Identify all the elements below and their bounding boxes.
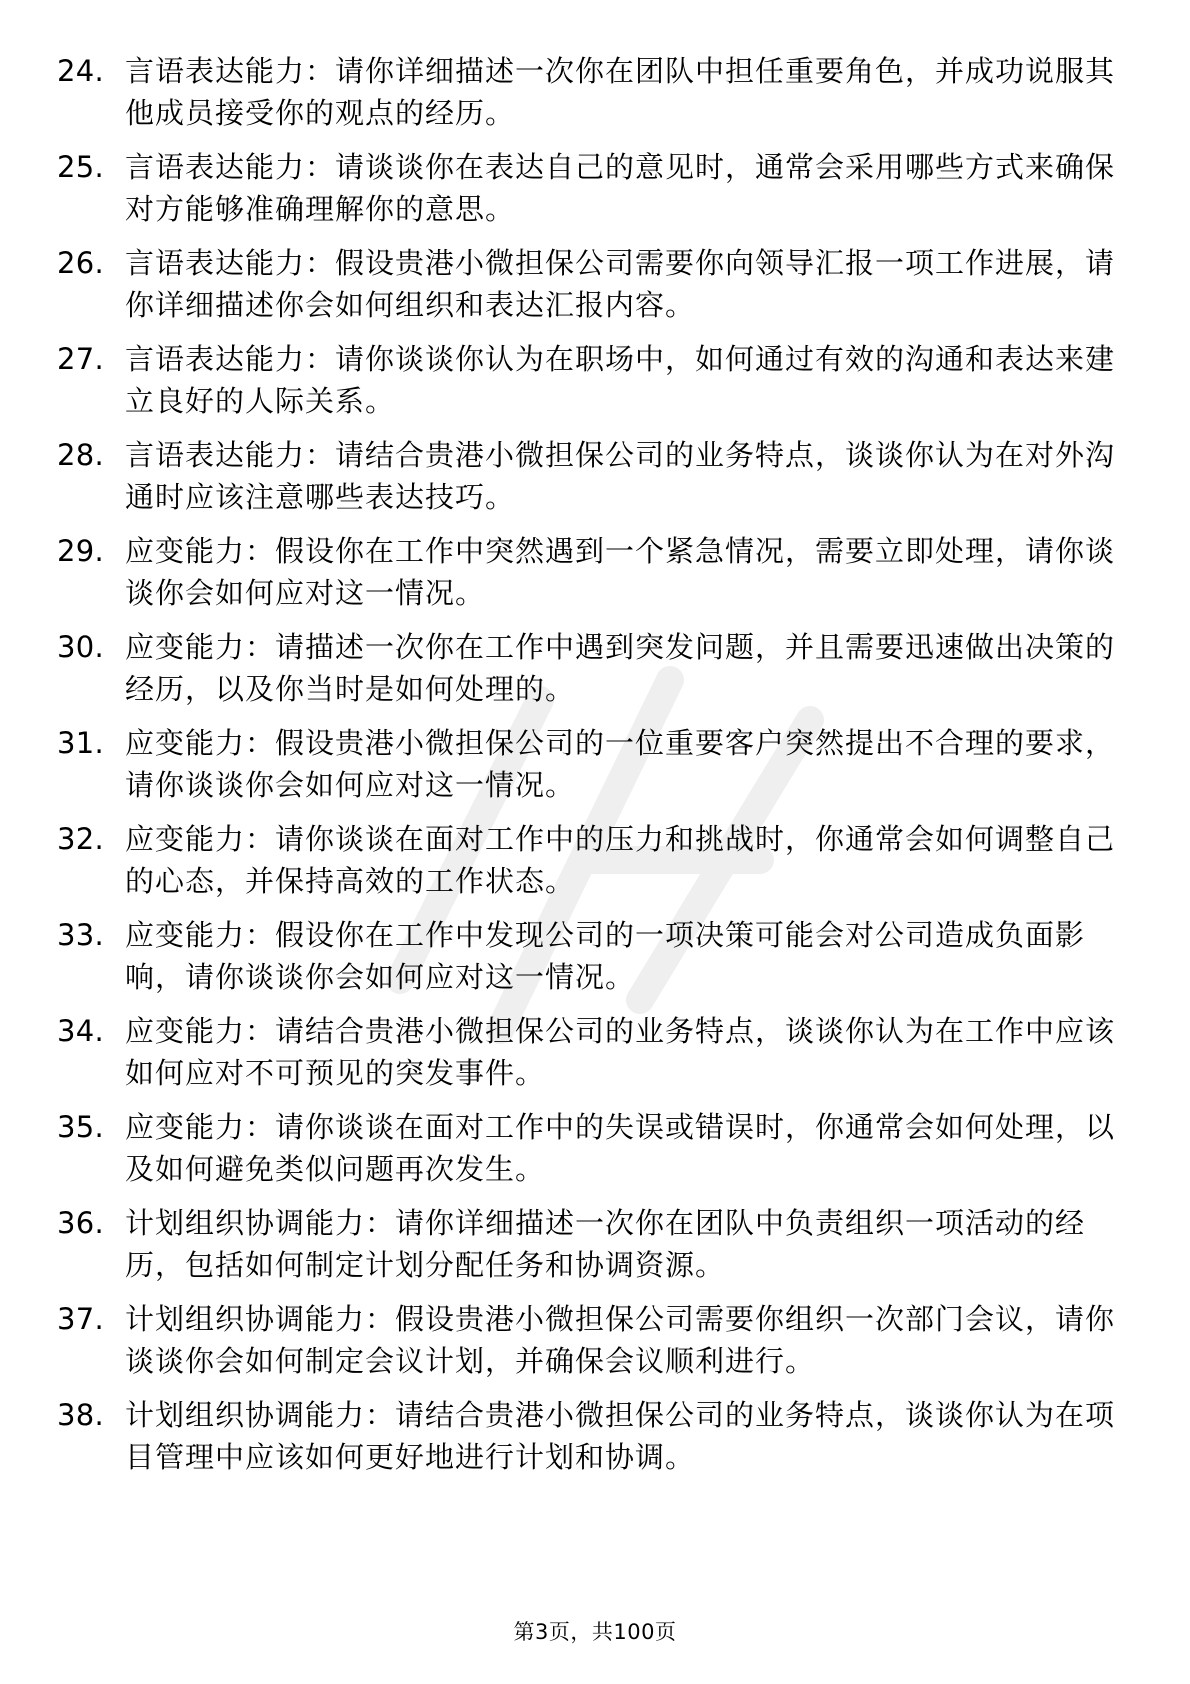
question-item xyxy=(57,242,1137,338)
question-number: 28. xyxy=(57,438,105,472)
question-number: 32. xyxy=(57,822,105,856)
question-item xyxy=(57,146,1137,242)
question-item xyxy=(57,530,1137,626)
question-number: 25. xyxy=(57,150,105,184)
question-number: 38. xyxy=(57,1398,105,1432)
question-item xyxy=(57,338,1137,434)
question-text: 应变能力：请你谈谈在面对工作中的压力和挑战时，你通常会如何调整自己的心态，并保持高效的工作状态。 xyxy=(125,822,1116,898)
question-text: 应变能力：请你谈谈在面对工作中的失误或错误时，你通常会如何处理，以及如何避免类似问题再次发生。 xyxy=(125,1110,1116,1186)
question-item xyxy=(57,1394,1137,1490)
question-item xyxy=(57,434,1137,530)
question-text: 言语表达能力：请谈谈你在表达自己的意见时，通常会采用哪些方式来确保对方能够准确理解你的意思。 xyxy=(125,150,1116,226)
question-item xyxy=(57,626,1137,722)
question-text: 计划组织协调能力：请你详细描述一次你在团队中负责组织一项活动的经历，包括如何制定计划分配任务和协调资源。 xyxy=(125,1206,1086,1282)
question-text: 应变能力：请描述一次你在工作中遇到突发问题，并且需要迅速做出决策的经历，以及你当时是如何处理的。 xyxy=(125,630,1116,706)
question-item xyxy=(57,722,1137,818)
question-item xyxy=(57,914,1137,1010)
question-number: 27. xyxy=(57,342,105,376)
question-list xyxy=(57,50,1137,1490)
question-text: 言语表达能力：请你详细描述一次你在团队中担任重要角色，并成功说服其他成员接受你的观点的经历。 xyxy=(125,54,1116,130)
question-number: 37. xyxy=(57,1302,105,1336)
question-text: 应变能力：假设贵港小微担保公司的一位重要客户突然提出不合理的要求，请你谈谈你会如何应对这一情况。 xyxy=(125,726,1116,802)
question-text: 言语表达能力：请你谈谈你认为在职场中，如何通过有效的沟通和表达来建立良好的人际关系。 xyxy=(125,342,1116,418)
question-text: 计划组织协调能力：假设贵港小微担保公司需要你组织一次部门会议，请你谈谈你会如何制定会议计划，并确保会议顺利进行。 xyxy=(125,1302,1116,1378)
question-number: 24. xyxy=(57,54,105,88)
question-text: 应变能力：假设你在工作中突然遇到一个紧急情况，需要立即处理，请你谈谈你会如何应对这一情况。 xyxy=(125,534,1116,610)
question-text: 应变能力：请结合贵港小微担保公司的业务特点，谈谈你认为在工作中应该如何应对不可预见的突发事件。 xyxy=(125,1014,1116,1090)
question-number: 33. xyxy=(57,918,105,952)
question-number: 30. xyxy=(57,630,105,664)
question-item xyxy=(57,1202,1137,1298)
question-number: 36. xyxy=(57,1206,105,1240)
question-text: 计划组织协调能力：请结合贵港小微担保公司的业务特点，谈谈你认为在项目管理中应该如何更好地进行计划和协调。 xyxy=(125,1398,1116,1474)
question-item xyxy=(57,818,1137,914)
question-text: 言语表达能力：假设贵港小微担保公司需要你向领导汇报一项工作进展，请你详细描述你会如何组织和表达汇报内容。 xyxy=(125,246,1116,322)
question-text: 应变能力：假设你在工作中发现公司的一项决策可能会对公司造成负面影响，请你谈谈你会如何应对这一情况。 xyxy=(125,918,1086,994)
question-item xyxy=(57,1298,1137,1394)
question-number: 34. xyxy=(57,1014,105,1048)
question-item xyxy=(57,50,1137,146)
question-text: 言语表达能力：请结合贵港小微担保公司的业务特点，谈谈你认为在对外沟通时应该注意哪些表达技巧。 xyxy=(125,438,1116,514)
question-number: 26. xyxy=(57,246,105,280)
question-number: 31. xyxy=(57,726,105,760)
question-number: 29. xyxy=(57,534,105,568)
page-number-footer: 第3页，共100页 xyxy=(513,1620,677,1644)
question-item xyxy=(57,1106,1137,1202)
question-number: 35. xyxy=(57,1110,105,1144)
question-item xyxy=(57,1010,1137,1106)
